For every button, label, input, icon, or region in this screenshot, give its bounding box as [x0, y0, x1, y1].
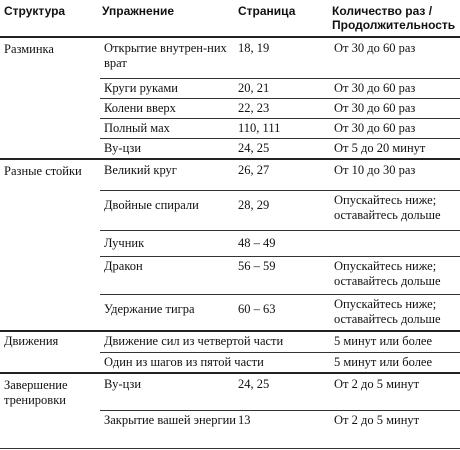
cell-exercise: Великий круг	[104, 163, 177, 177]
header-count: Количество раз / Продолжительность	[332, 4, 456, 32]
table-row	[100, 332, 460, 352]
cell-exercise: Открытие внутрен-них врат	[104, 41, 227, 70]
section-name: Разминка	[4, 42, 54, 56]
table-row	[100, 138, 460, 158]
table-row	[100, 190, 460, 230]
table-row	[100, 78, 460, 98]
cell-exercise: Двойные спирали	[104, 198, 199, 212]
cell-page: 20, 21	[238, 81, 270, 95]
table-row	[100, 230, 460, 256]
cell-exercise: Круги руками	[104, 81, 178, 95]
cell-page: 28, 29	[238, 198, 270, 212]
cell-page: 26, 27	[238, 163, 270, 177]
table-row	[100, 98, 460, 118]
header-exercise: Упражнение	[102, 4, 174, 18]
table-row	[100, 294, 460, 332]
cell-exercise: Полный мах	[104, 121, 170, 135]
table-row	[100, 118, 460, 138]
cell-count: 5 минут или более	[334, 355, 433, 369]
table-row	[100, 160, 460, 190]
table-bottom-border	[0, 448, 460, 449]
header-page: Страница	[238, 4, 296, 18]
cell-exercise: Колени вверх	[104, 101, 176, 115]
table-row	[100, 38, 460, 78]
cell-count: От 30 до 60 раз	[334, 101, 416, 115]
cell-page: 110, 111	[238, 121, 281, 135]
cell-exercise: Ву-цзи	[104, 141, 142, 155]
table-row	[100, 374, 460, 410]
table-header	[0, 0, 460, 36]
header-structure: Структура	[4, 4, 66, 18]
cell-count: От 5 до 20 минут	[334, 141, 426, 155]
cell-count: От 2 до 5 минут	[334, 377, 420, 391]
section-name: Разные стойки	[4, 164, 82, 178]
cell-count: От 30 до 60 раз	[334, 81, 416, 95]
section-name: Движения	[4, 334, 59, 348]
cell-page: 13	[238, 413, 251, 427]
table-row	[100, 352, 460, 372]
cell-page: 18, 19	[238, 41, 270, 55]
cell-exercise: Удержание тигра	[104, 302, 195, 316]
cell-page: 48 – 49	[238, 236, 276, 250]
cell-count: 5 минут или более	[334, 334, 433, 348]
cell-count: Опускайтесь ниже; оставайтесь дольше	[334, 193, 441, 222]
cell-exercise: Ву-цзи	[104, 377, 142, 391]
section-name: Завершение тренировки	[4, 378, 68, 407]
table-row	[100, 410, 460, 448]
cell-exercise: Дракон	[104, 259, 143, 273]
cell-page: 24, 25	[238, 377, 270, 391]
cell-page: 60 – 63	[238, 302, 276, 316]
cell-exercise: Закрытие вашей энергии	[104, 413, 236, 427]
cell-exercise: Движение сил из четвертой части	[104, 334, 284, 348]
cell-count: От 30 до 60 раз	[334, 121, 416, 135]
cell-page: 22, 23	[238, 101, 270, 115]
cell-count: Опускайтесь ниже; оставайтесь дольше	[334, 259, 441, 288]
cell-count: Опускайтесь ниже; оставайтесь дольше	[334, 297, 441, 326]
cell-page: 24, 25	[238, 141, 270, 155]
cell-exercise: Один из шагов из пятой части	[104, 355, 264, 369]
cell-count: От 2 до 5 минут	[334, 413, 420, 427]
table-row	[100, 256, 460, 294]
cell-page: 56 – 59	[238, 259, 276, 273]
cell-count: От 10 до 30 раз	[334, 163, 416, 177]
cell-exercise: Лучник	[104, 236, 145, 250]
cell-count: От 30 до 60 раз	[334, 41, 416, 55]
